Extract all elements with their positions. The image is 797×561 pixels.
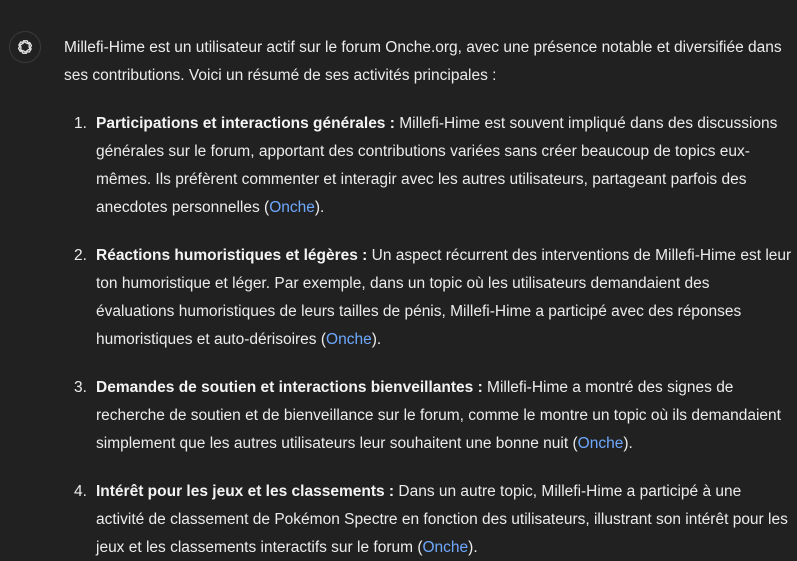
assistant-avatar xyxy=(9,31,41,63)
list-item-title: Intérêt pour les jeux et les classements : xyxy=(96,483,395,500)
source-link-onche[interactable]: Onche xyxy=(326,331,372,348)
source-link-onche[interactable]: Onche xyxy=(422,539,469,556)
list-item-title: Demandes de soutien et interactions bienveillantes : xyxy=(96,379,483,396)
list-item-title: Réactions humoristiques et légères : xyxy=(96,247,368,264)
message-intro: Millefi-Hime est un utilisateur actif sur le forum Onche.org, avec une présence notable et diversifiée dans ses contributions. Voici un résumé de ses activités principales : xyxy=(64,39,782,84)
list-item-end: ). xyxy=(623,435,633,452)
list-item-title: Participations et interactions générales : xyxy=(96,115,395,132)
list-item xyxy=(64,478,792,561)
list-item-number: 1. xyxy=(74,115,87,132)
list-item-text: Millefi-Hime est souvent impliqué dans des discussions générales sur le forum, apportant des contributions variées sans créer beaucoup de topics eux-mêmes. Ils préfèrent commenter et interagir avec les autres utilisateurs, partageant parfois des anecdotes personnelles ( xyxy=(96,115,778,216)
activity-list xyxy=(64,110,792,561)
list-item-number: 2. xyxy=(74,247,87,264)
list-item-number: 3. xyxy=(74,379,87,396)
source-link-onche[interactable]: Onche xyxy=(577,435,624,452)
list-item-end: ). xyxy=(468,539,478,556)
openai-logo-icon xyxy=(15,37,35,57)
source-link-onche[interactable]: Onche xyxy=(269,199,315,216)
list-item xyxy=(64,110,792,222)
list-item xyxy=(64,374,792,458)
list-item-number: 4. xyxy=(74,483,87,500)
list-item-text: Millefi-Hime a montré des signes de recherche de soutien et de bienveillance sur le forum, comme le montre un topic où ils demandaient simplement que les autres utilisateurs leur souhaitent une bonne nuit ( xyxy=(96,379,781,452)
list-item-text: Dans un autre topic, Millefi-Hime a participé à une activité de classement de Pokémon Spectre en fonction des utilisateurs, illustrant son intérêt pour les jeux et les classements interactifs sur le forum ( xyxy=(96,483,788,556)
list-item-end: ). xyxy=(371,331,382,348)
list-item-text: Un aspect récurrent des interventions de Millefi-Hime est leur ton humoristique et léger. Par exemple, dans un topic où les utilisateurs demandaient des évaluations humoristiques de leurs tailles de pénis, Millefi-Hime a participé avec des réponses humoristiques et auto-dérisoires ( xyxy=(96,247,792,348)
list-item-end: ). xyxy=(314,199,325,216)
assistant-message xyxy=(64,34,792,561)
list-item xyxy=(64,242,792,354)
